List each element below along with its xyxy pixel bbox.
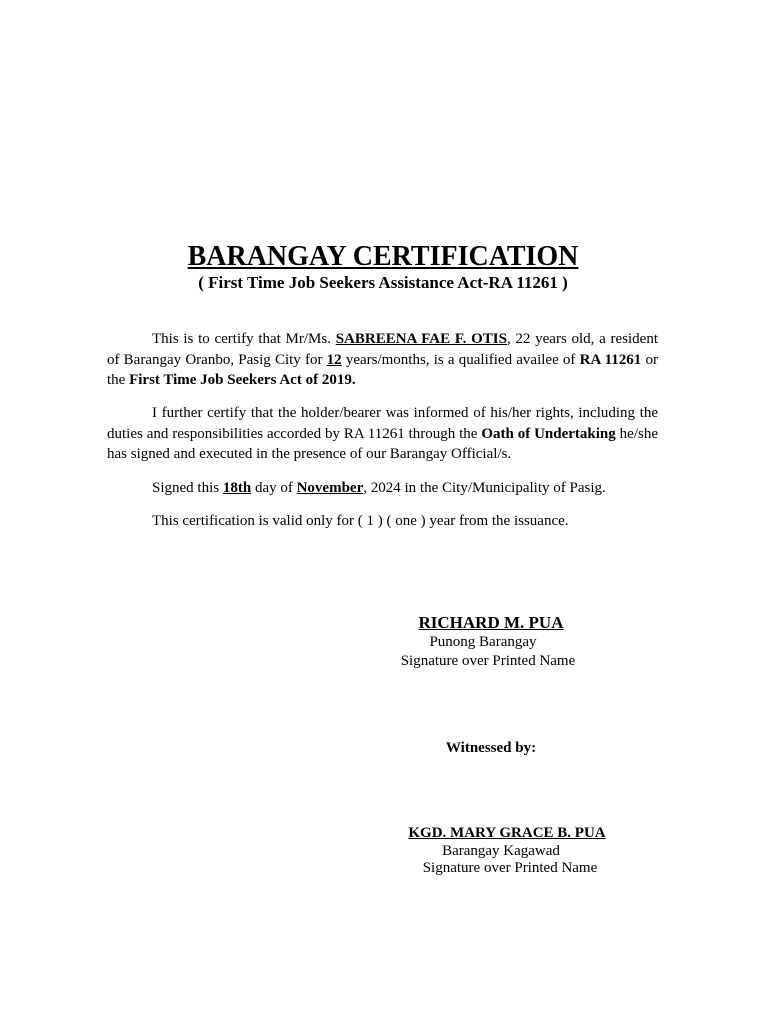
law-reference: RA 11261 (579, 351, 642, 368)
signed-day: 18th (222, 480, 252, 496)
witnessed-by-label: Witnessed by: (445, 740, 537, 756)
executed-text: he/she has signed and executed in the presence of our Barangay Official/s. (107, 425, 658, 462)
act-name: First Time Job Seekers Act of 2019. (129, 372, 356, 388)
witness-caption: Signature over Printed Name (422, 860, 598, 876)
signed-middle: day of (251, 480, 297, 496)
certification-paragraph-1 (107, 329, 658, 391)
signatory-name: RICHARD M. PUA (418, 613, 564, 632)
document-subtitle: ( First Time Job Seekers Assistance Act-RA 11261 ) (198, 273, 568, 292)
or-the-text: or the (107, 351, 658, 388)
intro-text: This is to certify that Mr/Ms. (152, 331, 336, 347)
signed-suffix: , 2024 in the City/Municipality of Pasig. (363, 480, 606, 496)
signatory-block (391, 613, 591, 633)
availee-text: years/months, is a qualified availee of (341, 351, 580, 368)
rights-text: I further certify that the holder/bearer was informed of his/her rights, including the duties and responsibilities accorded by RA 11261 through the (107, 405, 658, 442)
signed-month: November (296, 480, 364, 496)
witness-name: KGD. MARY GRACE B. PUA (408, 825, 606, 841)
document-title: BARANGAY CERTIFICATION (187, 241, 579, 272)
certification-paragraph-2 (107, 403, 658, 465)
oath-of-undertaking: Oath of Undertaking (481, 425, 616, 442)
witness-position: Barangay Kagawad (442, 843, 560, 859)
validity-line: This certification is valid only for ( 1 ) ( one ) year from the issuance. (152, 513, 569, 529)
signatory-position: Punong Barangay (429, 634, 537, 650)
signatory-caption: Signature over Printed Name (400, 653, 576, 669)
signed-prefix: Signed this (152, 480, 223, 496)
holder-name: SABREENA FAE F. OTIS (335, 331, 507, 347)
residency-duration: 12 (326, 351, 342, 368)
age-residence-text: , 22 years old, a resident of Barangay Oranbo, Pasig City for (107, 331, 658, 368)
signed-date-line (152, 478, 606, 498)
